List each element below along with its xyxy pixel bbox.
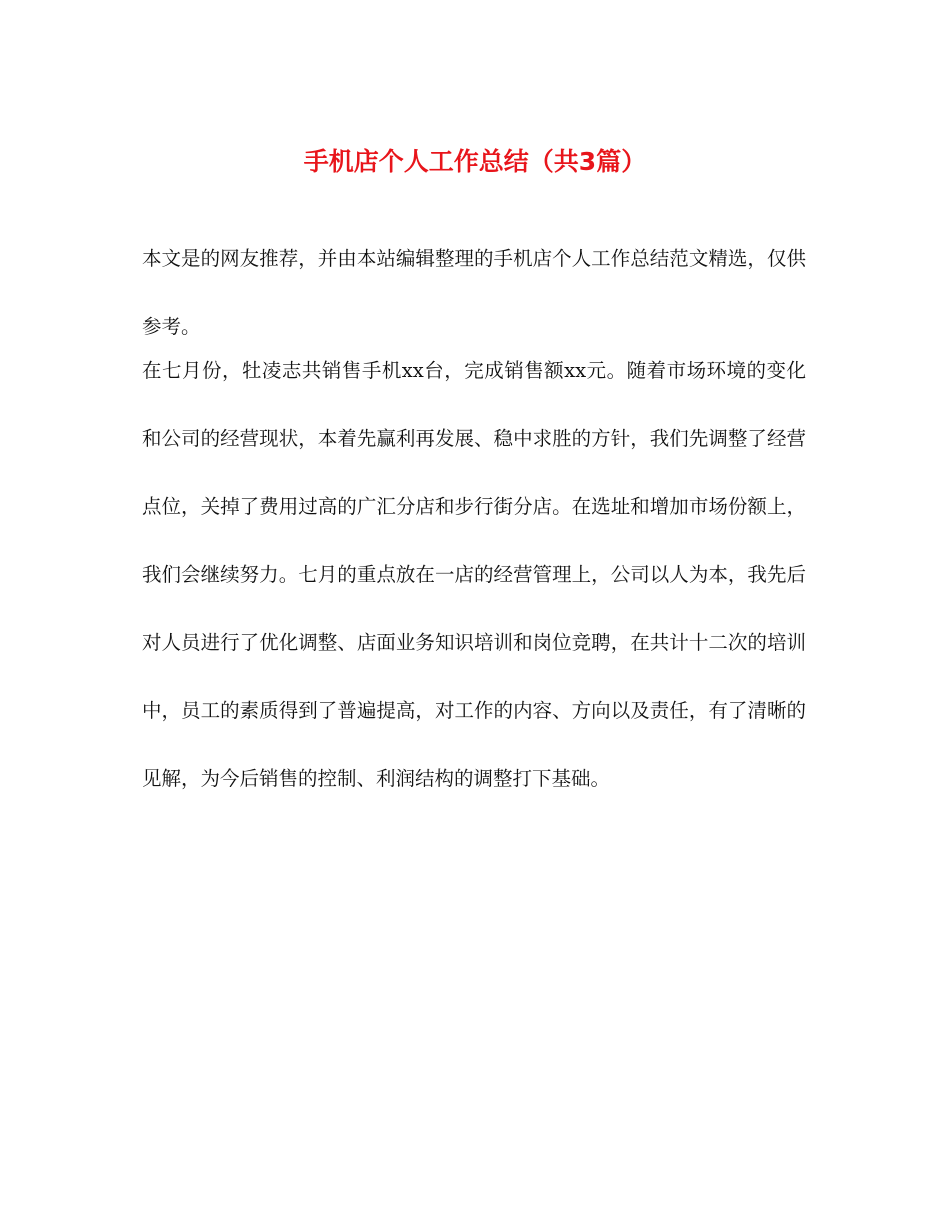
body-paragraph: 在七月份，牡凌志共销售手机xx台，完成销售额xx元。随着市场环境的变化和公司的经营现状，本着先赢利再发展、稳中求胜的方针，我们先调整了经营点位，关掉了费用过高的广汇分店和步行街分店。在选址和增加市场份额上，我们会继续努力。七月的重点放在一店的经营管理上，公司以人为本，我先后对人员进行了优化调整、店面业务知识培训和岗位竞聘，在共计十二次的培训中，员工的素质得到了普遍提高，对工作的内容、方向以及责任，有了清晰的见解，为今后销售的控制、利润结构的调整打下基础。 xyxy=(142,359,806,790)
intro-paragraph: 本文是的网友推荐，并由本站编辑整理的手机店个人工作总结范文精选，仅供参考。 xyxy=(142,247,806,338)
document-body xyxy=(142,225,806,813)
document-title: 手机店个人工作总结（共3篇） xyxy=(303,147,647,176)
